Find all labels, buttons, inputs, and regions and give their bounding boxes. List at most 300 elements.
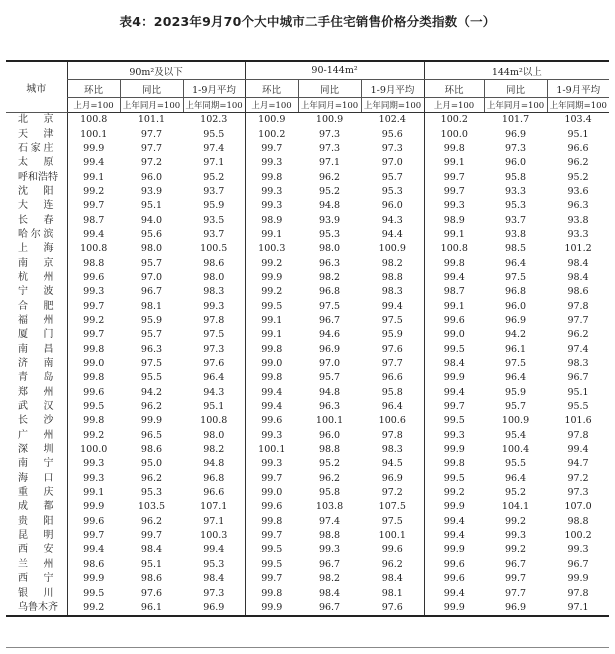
index-value: 100.8	[67, 242, 120, 256]
index-value: 94.8	[203, 458, 225, 470]
index-value: 97.8	[203, 314, 225, 326]
city-name: 上 海	[18, 243, 54, 255]
index-value: 107.1	[200, 501, 228, 513]
group-header-small: 90m²及以下	[67, 61, 245, 80]
index-value: 99.7	[424, 185, 484, 199]
index-value: 93.8	[504, 228, 527, 240]
table-row	[6, 213, 609, 227]
index-value: 99.7	[424, 170, 484, 184]
index-value: 96.5	[140, 429, 163, 441]
index-value: 95.7	[318, 372, 341, 384]
index-value: 96.7	[140, 286, 163, 298]
index-value: 97.0	[381, 157, 403, 169]
city-name: 乌鲁木齐	[6, 601, 67, 616]
city-name: 杭 州	[18, 271, 54, 283]
index-value: 99.4	[424, 515, 484, 529]
city-name: 广 州	[18, 429, 54, 441]
index-value: 98.4	[140, 544, 163, 556]
index-value: 98.1	[381, 587, 403, 599]
index-value: 99.8	[67, 414, 120, 428]
index-value: 97.7	[140, 128, 163, 140]
index-value: 96.0	[504, 157, 527, 169]
index-value: 93.9	[140, 185, 163, 197]
subcolumn-header: 环比	[424, 80, 484, 98]
base-header: 上月=100	[424, 98, 484, 113]
index-value: 99.5	[245, 558, 298, 572]
index-value: 93.5	[203, 214, 225, 226]
index-value: 97.1	[203, 515, 225, 527]
index-value: 100.1	[378, 530, 406, 542]
index-value: 99.7	[67, 199, 120, 213]
index-value: 96.2	[140, 472, 163, 484]
index-value: 99.8	[245, 170, 298, 184]
index-value: 103.5	[137, 501, 166, 513]
index-value: 99.6	[424, 572, 484, 586]
table-row	[6, 142, 609, 156]
index-value: 97.3	[318, 142, 341, 154]
index-value: 96.9	[183, 601, 245, 616]
index-value: 95.8	[381, 386, 403, 398]
city-name: 济 南	[18, 358, 54, 370]
index-value: 98.9	[245, 213, 298, 227]
index-value: 93.9	[318, 214, 341, 226]
index-value: 99.2	[424, 486, 484, 500]
index-value: 99.5	[424, 414, 484, 428]
index-value: 98.8	[67, 256, 120, 270]
index-value: 99.7	[67, 328, 120, 342]
table-row	[6, 328, 609, 342]
index-value: 95.9	[504, 386, 527, 398]
index-value: 97.8	[567, 300, 589, 312]
index-value: 96.2	[381, 558, 403, 570]
index-value: 104.1	[501, 501, 530, 513]
index-value: 101.1	[137, 114, 166, 126]
index-value: 99.8	[424, 142, 484, 156]
subcolumn-header: 1-9月平均	[547, 80, 609, 98]
index-value: 98.4	[203, 573, 225, 585]
index-value: 99.2	[245, 256, 298, 270]
base-header: 上年同期=100	[547, 98, 609, 113]
index-value: 98.4	[381, 573, 403, 585]
index-value: 96.7	[298, 601, 361, 616]
index-value: 99.0	[245, 486, 298, 500]
index-value: 99.4	[67, 543, 120, 557]
index-value: 98.4	[318, 587, 341, 599]
index-value: 98.9	[424, 213, 484, 227]
index-value: 98.0	[203, 429, 225, 441]
index-value: 99.3	[504, 530, 527, 542]
index-value: 97.3	[381, 142, 403, 154]
base-header: 上年同期=100	[183, 98, 245, 113]
index-value: 96.3	[567, 200, 589, 212]
price-index-table	[6, 60, 609, 617]
table-title: 表4：2023年9月70个大中城市二手住宅销售价格分类指数（一）	[119, 14, 496, 29]
index-value: 95.3	[203, 558, 225, 570]
index-value: 97.4	[567, 343, 589, 355]
index-value: 99.9	[567, 573, 589, 585]
index-value: 96.4	[504, 472, 527, 484]
index-value: 100.0	[67, 443, 120, 457]
index-value: 100.0	[424, 127, 484, 141]
index-value: 95.8	[504, 171, 527, 183]
index-value: 102.4	[378, 114, 406, 126]
index-value: 93.3	[504, 185, 527, 197]
index-value: 99.5	[245, 299, 298, 313]
index-value: 97.5	[203, 329, 225, 341]
index-value: 100.1	[67, 127, 120, 141]
index-value: 94.3	[381, 214, 403, 226]
index-value: 99.2	[67, 429, 120, 443]
city-name: 西 宁	[18, 573, 54, 585]
index-value: 99.4	[567, 444, 589, 456]
index-value: 94.6	[318, 329, 341, 341]
index-value: 98.8	[318, 530, 341, 542]
index-value: 97.3	[203, 343, 225, 355]
index-value: 96.3	[140, 343, 163, 355]
index-value: 96.4	[504, 372, 527, 384]
table-row	[6, 256, 609, 270]
index-value: 97.0	[318, 358, 341, 370]
index-value: 95.6	[381, 128, 403, 140]
index-value: 99.6	[67, 271, 120, 285]
table-row	[6, 371, 609, 385]
index-value: 96.9	[504, 128, 527, 140]
subcolumn-header: 同比	[484, 80, 547, 98]
index-value: 99.6	[424, 314, 484, 328]
subcolumn-header: 环比	[245, 80, 298, 98]
index-value: 99.9	[424, 500, 484, 514]
city-name: 哈尔滨	[18, 228, 54, 240]
group-header-large: 144m²以上	[424, 61, 609, 80]
city-name: 郑 州	[18, 386, 54, 398]
index-value: 94.0	[140, 214, 163, 226]
index-value: 99.2	[245, 285, 298, 299]
index-value: 98.6	[203, 257, 225, 269]
base-header: 上年同月=100	[120, 98, 183, 113]
index-value: 99.2	[67, 314, 120, 328]
table-row	[6, 543, 609, 557]
index-value: 99.1	[424, 299, 484, 313]
index-value: 96.0	[140, 171, 163, 183]
table-row	[6, 500, 609, 514]
index-value: 102.3	[200, 114, 228, 126]
index-value: 96.2	[318, 171, 341, 183]
index-value: 97.0	[140, 271, 163, 283]
subcolumn-header: 环比	[67, 80, 120, 98]
index-value: 97.4	[203, 142, 225, 154]
index-value: 99.3	[245, 457, 298, 471]
index-value: 95.4	[504, 429, 527, 441]
index-value: 96.6	[567, 142, 589, 154]
index-value: 100.6	[378, 415, 406, 427]
table-row	[6, 472, 609, 486]
index-value: 97.4	[318, 515, 341, 527]
index-value: 95.3	[504, 200, 527, 212]
index-value: 96.4	[381, 401, 403, 413]
table-row	[6, 515, 609, 529]
index-value: 100.9	[501, 415, 530, 427]
index-value: 95.2	[318, 185, 341, 197]
index-value: 96.9	[504, 314, 527, 326]
index-value: 94.2	[140, 386, 163, 398]
table-row	[6, 156, 609, 170]
index-value: 99.9	[245, 601, 298, 616]
index-value: 96.9	[381, 472, 403, 484]
table-row	[6, 486, 609, 500]
index-value: 99.3	[245, 185, 298, 199]
index-value: 98.2	[381, 257, 403, 269]
index-value: 99.7	[245, 572, 298, 586]
index-value: 95.9	[381, 329, 403, 341]
index-value: 95.1	[203, 401, 225, 413]
city-name: 昆 明	[18, 530, 54, 542]
index-value: 97.1	[203, 157, 225, 169]
city-name: 长 春	[18, 214, 54, 226]
index-value: 95.3	[140, 487, 163, 499]
table-row	[6, 343, 609, 357]
index-value: 97.7	[381, 358, 403, 370]
index-value: 96.6	[203, 487, 225, 499]
table-row	[6, 299, 609, 313]
index-value: 95.7	[504, 401, 527, 413]
index-value: 97.1	[547, 601, 609, 616]
index-value: 93.8	[567, 214, 589, 226]
city-name: 武 汉	[18, 401, 54, 413]
table-row	[6, 429, 609, 443]
bottom-rule	[6, 647, 609, 648]
index-value: 99.1	[424, 156, 484, 170]
index-value: 99.8	[424, 256, 484, 270]
index-value: 100.8	[67, 113, 120, 128]
index-value: 99.7	[67, 529, 120, 543]
index-value: 99.3	[424, 199, 484, 213]
index-value: 96.0	[381, 200, 403, 212]
index-value: 97.5	[318, 300, 341, 312]
index-value: 99.4	[424, 586, 484, 600]
index-value: 97.5	[381, 314, 403, 326]
index-value: 99.3	[424, 429, 484, 443]
index-value: 99.4	[424, 271, 484, 285]
index-value: 99.9	[424, 601, 484, 616]
index-value: 96.2	[140, 515, 163, 527]
index-value: 98.5	[504, 243, 527, 255]
index-value: 99.3	[67, 457, 120, 471]
subcolumn-header: 同比	[298, 80, 361, 98]
index-value: 99.5	[245, 543, 298, 557]
table-row	[6, 242, 609, 256]
index-value: 107.5	[378, 501, 406, 513]
index-value: 98.4	[567, 257, 589, 269]
index-value: 95.2	[318, 458, 341, 470]
city-column-header: 城市	[6, 61, 67, 113]
index-value: 99.6	[67, 515, 120, 529]
index-value: 99.9	[67, 572, 120, 586]
index-value: 99.3	[245, 156, 298, 170]
table-row	[6, 314, 609, 328]
index-value: 99.6	[245, 414, 298, 428]
index-value: 96.2	[140, 401, 163, 413]
index-value: 99.8	[424, 457, 484, 471]
index-value: 99.2	[67, 601, 120, 616]
index-value: 99.9	[67, 500, 120, 514]
index-value: 96.4	[203, 372, 225, 384]
index-value: 99.8	[245, 343, 298, 357]
index-value: 99.7	[245, 472, 298, 486]
index-value: 99.9	[67, 142, 120, 156]
city-name: 福 州	[18, 314, 54, 326]
index-value: 98.6	[140, 573, 163, 585]
city-name: 太 原	[18, 157, 54, 169]
index-value: 95.2	[504, 487, 527, 499]
table-row	[6, 386, 609, 400]
index-value: 96.8	[318, 286, 341, 298]
index-value: 99.9	[140, 415, 163, 427]
index-value: 96.7	[504, 558, 527, 570]
index-value: 93.6	[567, 185, 589, 197]
subcolumn-header-row	[6, 80, 609, 98]
index-value: 98.3	[381, 286, 403, 298]
index-value: 95.9	[140, 314, 163, 326]
index-value: 98.6	[140, 444, 163, 456]
index-value: 96.7	[567, 558, 589, 570]
index-value: 95.6	[140, 228, 163, 240]
index-value: 99.4	[245, 400, 298, 414]
index-value: 95.9	[203, 200, 225, 212]
index-value: 96.1	[120, 601, 183, 616]
index-value: 100.8	[424, 242, 484, 256]
index-value: 99.4	[245, 386, 298, 400]
index-value: 97.7	[140, 142, 163, 154]
index-value: 99.4	[424, 529, 484, 543]
table-row	[6, 113, 609, 128]
index-value: 95.0	[140, 458, 163, 470]
table-row	[6, 529, 609, 543]
index-value: 98.4	[424, 357, 484, 371]
index-value: 96.8	[504, 286, 527, 298]
index-value: 97.3	[567, 487, 589, 499]
index-value: 99.0	[424, 328, 484, 342]
index-value: 99.2	[67, 185, 120, 199]
index-value: 95.5	[504, 458, 527, 470]
index-value: 100.9	[378, 243, 406, 255]
index-value: 95.1	[567, 128, 589, 140]
index-value: 96.4	[504, 257, 527, 269]
index-value: 98.6	[567, 286, 589, 298]
city-name: 厦 门	[18, 329, 54, 341]
index-value: 97.7	[567, 314, 589, 326]
city-name: 合 肥	[18, 300, 54, 312]
index-value: 96.2	[567, 157, 589, 169]
table-row	[6, 127, 609, 141]
index-value: 94.3	[203, 386, 225, 398]
index-value: 97.3	[504, 142, 527, 154]
index-value: 99.3	[203, 300, 225, 312]
city-name: 成 都	[18, 501, 54, 513]
index-value: 97.3	[318, 128, 341, 140]
index-value: 100.9	[315, 114, 344, 126]
city-name: 沈 阳	[18, 185, 54, 197]
city-name: 天 津	[18, 128, 54, 140]
city-name: 银 川	[18, 587, 54, 599]
base-header: 上月=100	[67, 98, 120, 113]
index-value: 98.8	[318, 444, 341, 456]
index-value: 95.7	[381, 171, 403, 183]
index-value: 96.2	[318, 472, 341, 484]
index-value: 101.7	[501, 114, 530, 126]
index-value: 99.8	[67, 343, 120, 357]
index-value: 95.1	[567, 386, 589, 398]
index-value: 99.1	[67, 170, 120, 184]
index-value: 99.4	[67, 228, 120, 242]
index-value: 100.2	[564, 530, 592, 542]
index-value: 94.4	[381, 228, 403, 240]
index-value: 98.8	[567, 515, 589, 527]
index-value: 95.2	[567, 171, 589, 183]
index-value: 99.7	[67, 299, 120, 313]
index-value: 96.1	[504, 343, 527, 355]
subcolumn-header: 同比	[120, 80, 183, 98]
index-value: 99.7	[245, 142, 298, 156]
index-value: 97.5	[504, 271, 527, 283]
index-value: 97.8	[567, 587, 589, 599]
index-value: 99.1	[245, 314, 298, 328]
index-value: 97.3	[203, 587, 225, 599]
index-value: 99.1	[245, 228, 298, 242]
index-value: 103.4	[564, 114, 592, 126]
index-value: 97.8	[567, 429, 589, 441]
group-header-medium: 90-144m²	[245, 61, 424, 80]
index-value: 101.2	[564, 243, 592, 255]
index-value: 101.6	[564, 415, 592, 427]
index-value: 95.7	[140, 329, 163, 341]
index-value: 100.9	[245, 113, 298, 128]
index-value: 97.2	[381, 487, 403, 499]
index-value: 94.8	[318, 386, 341, 398]
index-value: 98.0	[140, 243, 163, 255]
city-name: 青 岛	[18, 372, 54, 384]
index-value: 97.2	[567, 472, 589, 484]
city-name: 大 连	[18, 200, 54, 212]
index-value: 98.7	[67, 213, 120, 227]
index-value: 99.3	[245, 199, 298, 213]
index-value: 103.8	[315, 501, 344, 513]
index-value: 99.6	[245, 500, 298, 514]
index-value: 99.5	[424, 472, 484, 486]
index-value: 96.7	[318, 558, 341, 570]
city-name: 贵 阳	[18, 515, 54, 527]
index-value: 98.0	[318, 243, 341, 255]
index-value: 100.2	[424, 113, 484, 128]
index-value: 97.5	[504, 358, 527, 370]
table-row	[6, 199, 609, 213]
index-value: 99.7	[504, 573, 527, 585]
table-row	[6, 601, 609, 616]
index-value: 93.7	[504, 214, 527, 226]
table-row	[6, 228, 609, 242]
subcolumn-header: 1-9月平均	[183, 80, 245, 98]
table-row	[6, 586, 609, 600]
index-value: 96.3	[318, 401, 341, 413]
index-value: 93.3	[567, 228, 589, 240]
index-value: 99.1	[245, 328, 298, 342]
table-row	[6, 572, 609, 586]
base-header: 上年同期=100	[361, 98, 424, 113]
index-value: 93.7	[203, 228, 225, 240]
index-value: 99.9	[424, 443, 484, 457]
index-value: 99.5	[67, 400, 120, 414]
index-value: 97.6	[140, 587, 163, 599]
index-value: 97.2	[140, 157, 163, 169]
